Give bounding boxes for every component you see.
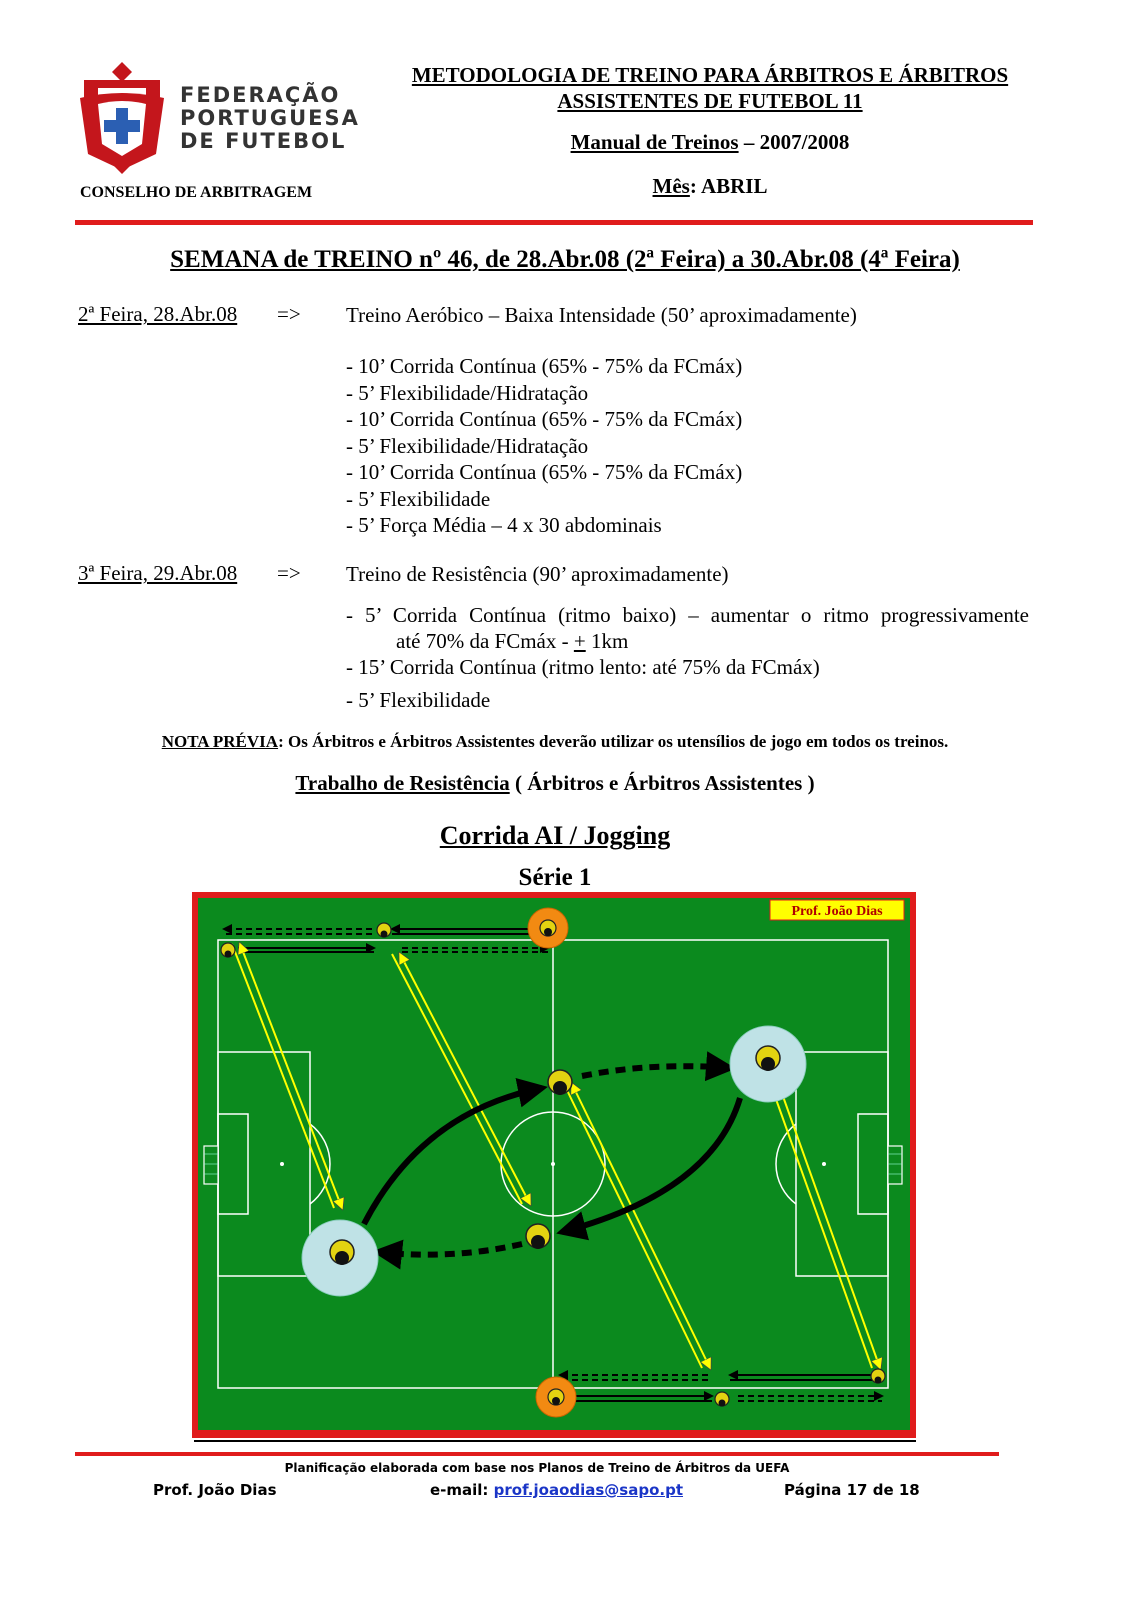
item-text: até 70% da FCmáx -: [396, 629, 574, 653]
council-name: CONSELHO DE ARBITRAGEM: [80, 184, 313, 201]
org-line-1: FEDERAÇÃO: [180, 83, 341, 107]
left-goal: [204, 1146, 218, 1184]
month-line: [370, 174, 1050, 199]
footer-author: Prof. João Dias: [153, 1481, 277, 1499]
exercise-title: [40, 821, 1070, 851]
diagram-shadow: [194, 1440, 916, 1442]
manual-label: Manual de Treinos: [570, 130, 739, 154]
assistant-icon: [548, 1389, 564, 1405]
title-line-2: ASSISTENTES DE FUTEBOL 11: [557, 89, 863, 113]
referee-icon: [756, 1046, 780, 1071]
week-title: SEMANA de TREINO nº 46, de 28.Abr.08 (2ª Feira) a 30.Abr.08 (4ª Feira): [170, 246, 960, 273]
assistant-icon: [540, 920, 556, 936]
day-2-item-3: - 5’ Flexibilidade: [346, 688, 491, 712]
manual-year: – 2007/2008: [738, 130, 850, 154]
org-line-3: DE FUTEBOL: [180, 129, 347, 153]
section-suffix: ( Árbitros e Árbitros Assistentes ): [509, 771, 815, 795]
right-goal: [888, 1146, 902, 1184]
assistant-icon: [715, 1392, 729, 1407]
list-item: - 10’ Corrida Contínua (65% - 75% da FCmáx): [346, 407, 743, 431]
pitch-diagram: [192, 892, 916, 1438]
day-1-date: 2ª Feira, 28.Abr.08: [78, 302, 238, 326]
training-diagram: [192, 892, 916, 1438]
referee-icon: [548, 1070, 572, 1095]
note-label: NOTA PRÉVIA: [161, 732, 279, 751]
day-2-arrow: =>: [277, 561, 301, 585]
diagram-credit: Prof. João Dias: [791, 904, 883, 919]
day-2-title: Treino de Resistência (90’ aproximadamente): [346, 562, 729, 586]
title-line-1: METODOLOGIA DE TREINO PARA ÁRBITROS E ÁRBITROS: [411, 63, 1009, 87]
note: [40, 732, 1070, 752]
note-text: : Os Árbitros e Árbitros Assistentes deverão utilizar os utensílios de jogo em todos os treinos.: [278, 732, 949, 751]
section-title: [40, 771, 1070, 796]
month-label: Mês: [652, 174, 690, 198]
list-item: - 5’ Flexibilidade: [346, 486, 491, 511]
list-item: - 5’ Flexibilidade/Hidratação: [346, 380, 589, 405]
section-label: Trabalho de Resistência: [295, 771, 510, 795]
list-item: - 10’ Corrida Contínua (65% - 75% da FCmáx): [346, 460, 743, 484]
day-1-arrow: =>: [277, 302, 301, 326]
referee-icon: [330, 1240, 354, 1265]
day-2-item-2: - 15’ Corrida Contínua (ritmo lento: até 75% da FCmáx): [346, 655, 820, 679]
fpf-logo: [76, 58, 168, 176]
day-1-title: Treino Aeróbico – Baixa Intensidade (50’ aproximadamente): [346, 303, 857, 327]
footer-email: [430, 1481, 683, 1499]
plan-note: Planificação elaborada com base nos Planos de Treino de Árbitros da UEFA: [284, 1461, 790, 1475]
referee-icon: [526, 1224, 550, 1249]
fpf-crest-icon: [76, 58, 168, 176]
day-2-item-1: - 5’ Corrida Contínua (ritmo baixo) – aumentar o ritmo progressivamente: [346, 603, 1029, 627]
header-divider: [75, 220, 1033, 225]
day-2-date: 3ª Feira, 29.Abr.08: [78, 561, 238, 585]
list-item: - 5’ Força Média – 4 x 30 abdominais: [346, 513, 662, 537]
assistant-icon: [221, 943, 235, 958]
org-name: [180, 84, 360, 153]
org-line-2: PORTUGUESA: [180, 106, 360, 130]
day-2-item-1-cont: [396, 628, 628, 655]
month-value: : ABRIL: [689, 174, 768, 198]
assistant-icon: [871, 1369, 885, 1384]
footer-divider: [75, 1452, 999, 1456]
email-link[interactable]: prof.joaodias@sapo.pt: [493, 1481, 684, 1499]
series-title: Série 1: [518, 864, 592, 891]
page-number: Página 17 de 18: [784, 1481, 920, 1499]
item-text: 1km: [585, 629, 629, 653]
plus-minus: +: [573, 629, 586, 653]
list-item: - 10’ Corrida Contínua (65% - 75% da FCmáx): [346, 354, 743, 378]
document-title: [370, 62, 1050, 114]
assistant-icon: [377, 923, 391, 938]
manual-line: [370, 130, 1050, 155]
list-item: - 5’ Flexibilidade/Hidratação: [346, 433, 589, 458]
exercise-title-text: Corrida AI / Jogging: [439, 821, 671, 850]
day-1-items: [346, 353, 742, 539]
email-label: e-mail:: [430, 1481, 494, 1499]
